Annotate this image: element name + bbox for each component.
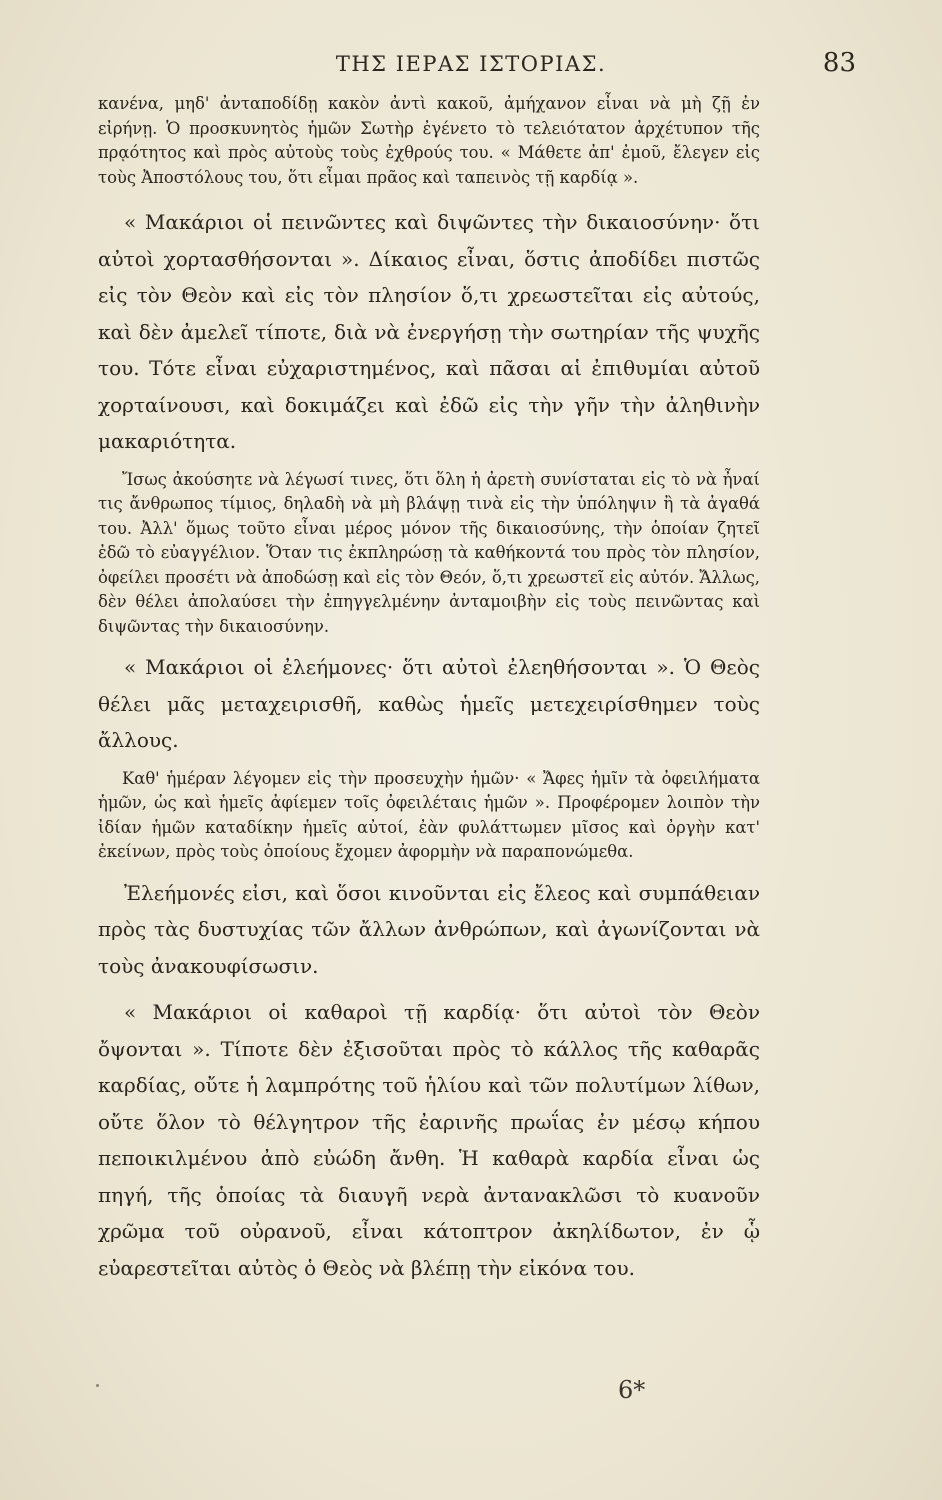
page-header [86, 48, 856, 88]
body-text [98, 92, 760, 1286]
paragraph-meekness-end: κανένα, μηδ' ἀνταποδίδῃ κακὸν ἀντὶ κακοῦ, ἀμήχανον εἶναι νὰ μὴ ζῇ ἐν εἰρήνῃ. Ὁ προσκυνητὸς ἡμῶν Σωτὴρ ἐγένετο τὸ τελειότατον ἀρχέτυπον τῆς πρᾳότητος καὶ πρὸς αὐτοὺς τοὺς ἐχθρούς του. « Μάθετε ἀπ' ἐμοῦ, ἔλεγεν εἰς τοὺς Ἀποστόλους του, ὅτι εἶμαι πρᾶος καὶ ταπεινὸς τῇ καρδίᾳ ». [98, 94, 760, 187]
paragraph-righteousness-note: Ἴσως ἀκούσητε νὰ λέγωσί τινες, ὅτι ὅλη ἡ ἀρετὴ συνίσταται εἰς τὸ νὰ ἦναί τις ἄνθρωπος τίμιος, δηλαδὴ νὰ μὴ βλάψῃ τινὰ εἰς τὴν ὑπόληψιν ἢ τὰ ἀγαθά του. Ἀλλ' ὅμως τοῦτο εἶναι μέρος μόνον τῆς δικαιοσύνης, τὴν ὁποίαν ζητεῖ ἐδῶ τὸ εὐαγγέλιον. Ὅταν τις ἐκπληρώσῃ τὰ καθήκοντά του πρὸς τὸν πλησίον, ὀφείλει προσέτι νὰ ἀποδώσῃ καὶ εἰς τὸν Θεόν, ὅ,τι χρεωστεῖ εἰς αὐτόν. Ἄλλως, δὲν θέλει ἀπολαύσει τὴν ἐπηγγελμένην ἀνταμοιβὴν εἰς τοὺς πεινῶντας καὶ διψῶντας τὴν δικαιοσύνην. [98, 469, 760, 636]
page-number: 83 [822, 48, 856, 78]
paragraph-merciful-definition: Ἐλεήμονές εἰσι, καὶ ὅσοι κινοῦνται εἰς ἔλεος καὶ συμπάθειαν πρὸς τὰς δυστυχίας τῶν ἄλλων ἀνθρώπων, καὶ ἀγωνίζονται νὰ τοὺς ἀνακουφίσωσιν. [98, 880, 760, 978]
paragraph-beatitude-righteousness: « Μακάριοι οἱ πεινῶντες καὶ διψῶντες τὴν δικαιοσύνην· ὅτι αὐτοὶ χορτασθήσονται ». Δίκαιος εἶναι, ὅστις ἀποδίδει πιστῶς εἰς τὸν Θεὸν καὶ εἰς τὸν πλησίον ὅ,τι χρεωστεῖται εἰς αὐτούς, καὶ δὲν ἀμελεῖ τίποτε, διὰ νὰ ἐνεργήσῃ τὴν σωτηρίαν τῆς ψυχῆς του. Τότε εἶναι εὐχαριστημένος, καὶ πᾶσαι αἱ ἐπιθυμίαι αὐτοῦ χορταίνουσι, καὶ δοκιμάζει καὶ ἐδῶ εἰς τὴν γῆν τὴν ἀληθινὴν μακαριότητα. [98, 210, 760, 453]
running-title: ΤΗΣ ΙΕΡΑΣ ΙΣΤΟΡΙΑΣ. [335, 52, 607, 76]
paragraph-beatitude-merciful: « Μακάριοι οἱ ἐλεήμονες· ὅτι αὐτοὶ ἐλεηθήσονται ». Ὁ Θεὸς θέλει μᾶς μεταχειρισθῆ, καθὼς ἡμεῖς μετεχειρίσθημεν τοὺς ἄλλους. [98, 655, 760, 752]
paragraph-lords-prayer-note: Καθ' ἡμέραν λέγομεν εἰς τὴν προσευχὴν ἡμῶν· « Ἄφες ἡμῖν τὰ ὀφειλήματα ἡμῶν, ὡς καὶ ἡμεῖς ἀφίεμεν τοῖς ὀφειλέταις ἡμῶν ». Προφέρομεν λοιπὸν τὴν ἰδίαν ἡμῶν καταδίκην ἡμεῖς αὐτοί, ἐὰν φυλάττωμεν μῖσος καὶ ὀργὴν κατ' ἐκείνων, πρὸς τοὺς ὁποίους ἔχομεν ἀφορμὴν νὰ παραπονώμεθα. [98, 768, 760, 861]
signature-mark: 6* [618, 1376, 646, 1404]
ink-speck [96, 1384, 99, 1387]
paragraph-beatitude-pure-heart: « Μακάριοι οἱ καθαροὶ τῇ καρδίᾳ· ὅτι αὐτοὶ τὸν Θεὸν ὄψονται ». Τίποτε δὲν ἐξισοῦται πρὸς τὸ κάλλος τῆς καθαρᾶς καρδίας, οὔτε ἡ λαμπρότης τοῦ ἡλίου καὶ τῶν πολυτίμων λίθων, οὔτε ὅλον τὸ θέλγητρον τῆς ἐαρινῆς πρωΐας ἐν μέσῳ κήπου πεποικιλμένου ἀπὸ εὐώδη ἄνθη. Ἡ καθαρὰ καρδία εἶναι ὡς πηγή, τῆς ὁποίας τὰ διαυγῆ νερὰ ἀντανακλῶσι τὸ κυανοῦν χρῶμα τοῦ οὐρανοῦ, εἶναι κάτοπτρον ἀκηλίδωτον, ἐν ᾧ εὐαρεστεῖται αὐτὸς ὁ Θεὸς νὰ βλέπῃ τὴν εἰκόνα του. [98, 1000, 760, 1280]
